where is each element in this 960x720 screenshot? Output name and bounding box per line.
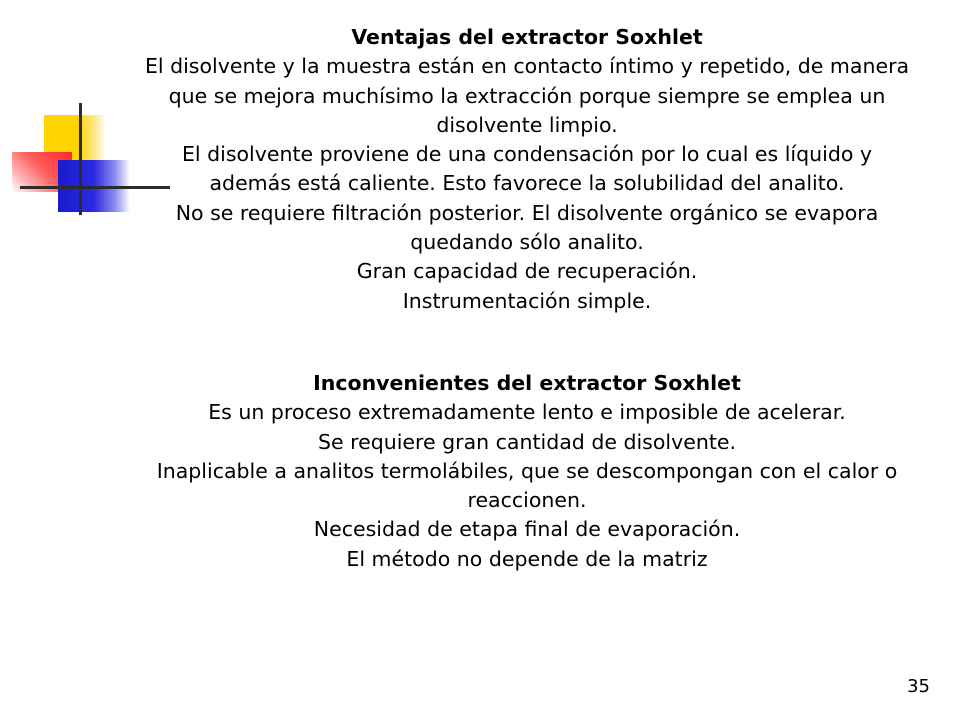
- disadvantages-line: Se requiere gran cantidad de disolvente.: [318, 429, 736, 454]
- advantages-section: [132, 23, 922, 316]
- disadvantages-heading: Inconvenientes del extractor Soxhlet: [313, 371, 741, 395]
- advantages-line: Gran capacidad de recuperación.: [356, 259, 698, 284]
- disadvantages-line: Necesidad de etapa final de evaporación.: [313, 517, 741, 542]
- advantages-line: El disolvente y la muestra están en contacto íntimo y repetido, de manera: [144, 54, 910, 79]
- decorative-logo-icon: [0, 0, 140, 230]
- advantages-heading: Ventajas del extractor Soxhlet: [351, 25, 703, 49]
- disadvantages-line: reaccionen.: [467, 488, 587, 513]
- advantages-line: disolvente limpio.: [436, 112, 618, 137]
- advantages-line: quedando sólo analito.: [410, 230, 644, 255]
- page-number: 35: [907, 676, 930, 697]
- disadvantages-line: El método no depende de la matriz: [346, 546, 708, 571]
- advantages-line: que se mejora muchísimo la extracción porque siempre se emplea un: [168, 83, 886, 108]
- disadvantages-section: [132, 369, 922, 574]
- advantages-line: además está caliente. Esto favorece la solubilidad del analito.: [209, 171, 845, 196]
- advantages-line: Instrumentación simple.: [402, 288, 652, 313]
- disadvantages-line: Es un proceso extremadamente lento e imposible de acelerar.: [208, 400, 846, 425]
- disadvantages-line: Inaplicable a analitos termolábiles, que se descompongan con el calor o: [156, 458, 898, 483]
- advantages-line: No se requiere filtración posterior. El disolvente orgánico se evapora: [175, 200, 879, 225]
- advantages-line: El disolvente proviene de una condensación por lo cual es líquido y: [181, 142, 873, 167]
- vertical-line: [79, 103, 82, 215]
